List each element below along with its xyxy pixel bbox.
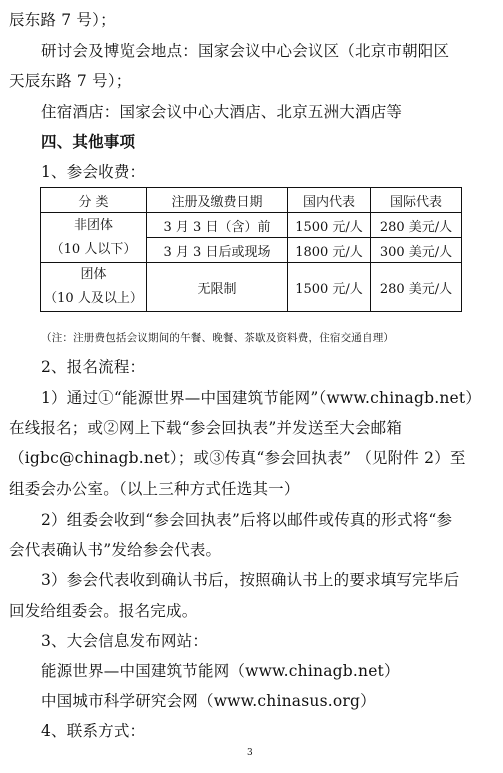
international-fee-cell: 280 美元/人 bbox=[371, 263, 462, 312]
subsection-heading: 2、报名流程： bbox=[41, 358, 146, 376]
table-header-cell: 分 类 bbox=[41, 188, 147, 213]
subsection-heading: 4、联系方式： bbox=[41, 722, 146, 740]
table-row bbox=[41, 263, 462, 312]
table-header-row bbox=[41, 188, 462, 213]
paragraph-line: 辰东路 7 号）； bbox=[9, 11, 116, 29]
category-cell bbox=[41, 213, 147, 263]
table-header-cell: 国际代表 bbox=[371, 188, 462, 213]
paragraph-line: 研讨会及博览会地点：国家会议中心会议区（北京市朝阳区 bbox=[41, 42, 450, 60]
category-cell bbox=[41, 263, 147, 312]
subsection-heading: 1、参会收费： bbox=[41, 163, 146, 181]
paragraph-line: 组委会办公室。（以上三种方式任选其一） bbox=[9, 480, 300, 498]
paragraph-line: （igbc@chinagb.net）；或③传真“参会回执表” （见附件 2）至 bbox=[9, 449, 466, 467]
website-line: 中国城市科学研究会网（www.chinasus.org） bbox=[41, 692, 376, 710]
domestic-fee-cell: 1500 元/人 bbox=[288, 263, 371, 312]
fee-table bbox=[40, 187, 462, 312]
website-line: 能源世界—中国建筑节能网（www.chinagb.net） bbox=[41, 662, 400, 680]
paragraph-line: 天辰东路 7 号）； bbox=[9, 72, 132, 90]
date-cell: 3 月 3 日后或现场 bbox=[147, 238, 288, 263]
subsection-heading: 3、大会信息发布网站： bbox=[41, 632, 209, 650]
page-number: 3 bbox=[247, 748, 253, 758]
domestic-fee-cell: 1800 元/人 bbox=[288, 238, 371, 263]
paragraph-line: 会代表确认书”发给参会代表。 bbox=[9, 541, 222, 559]
table-row bbox=[41, 213, 462, 238]
category-note: （10 人以下） bbox=[50, 241, 137, 257]
paragraph-line: 回发给组委会。报名完成。 bbox=[9, 602, 198, 620]
paragraph-line: 在线报名；或②网上下载“参会回执表”并发送至大会邮箱 bbox=[9, 419, 403, 437]
category-note: （10 人及以上） bbox=[44, 291, 143, 306]
date-cell: 无限制 bbox=[147, 263, 288, 312]
date-cell: 3 月 3 日（含）前 bbox=[147, 213, 288, 238]
international-fee-cell: 280 美元/人 bbox=[371, 213, 462, 238]
paragraph-line: 住宿酒店：国家会议中心大酒店、北京五洲大酒店等 bbox=[41, 103, 403, 121]
table-header-cell: 注册及缴费日期 bbox=[147, 188, 288, 213]
international-fee-cell: 300 美元/人 bbox=[371, 238, 462, 263]
table-header-cell: 国内代表 bbox=[288, 188, 371, 213]
table-footnote: （注：注册费包括会议期间的午餐、晚餐、茶歇及资料费，住宿交通自理） bbox=[41, 332, 395, 344]
category-label: 团体 bbox=[80, 267, 107, 282]
category-label: 非团体 bbox=[73, 217, 113, 233]
paragraph-line: 1）通过①“能源世界—中国建筑节能网”（www.chinagb.net） bbox=[41, 389, 482, 407]
domestic-fee-cell: 1500 元/人 bbox=[288, 213, 371, 238]
paragraph-line: 2）组委会收到“参会回执表”后将以邮件或传真的形式将“参 bbox=[41, 511, 453, 529]
section-heading: 四、其他事项 bbox=[41, 132, 136, 151]
paragraph-line: 3）参会代表收到确认书后，按照确认书上的要求填写完毕后 bbox=[41, 571, 460, 589]
